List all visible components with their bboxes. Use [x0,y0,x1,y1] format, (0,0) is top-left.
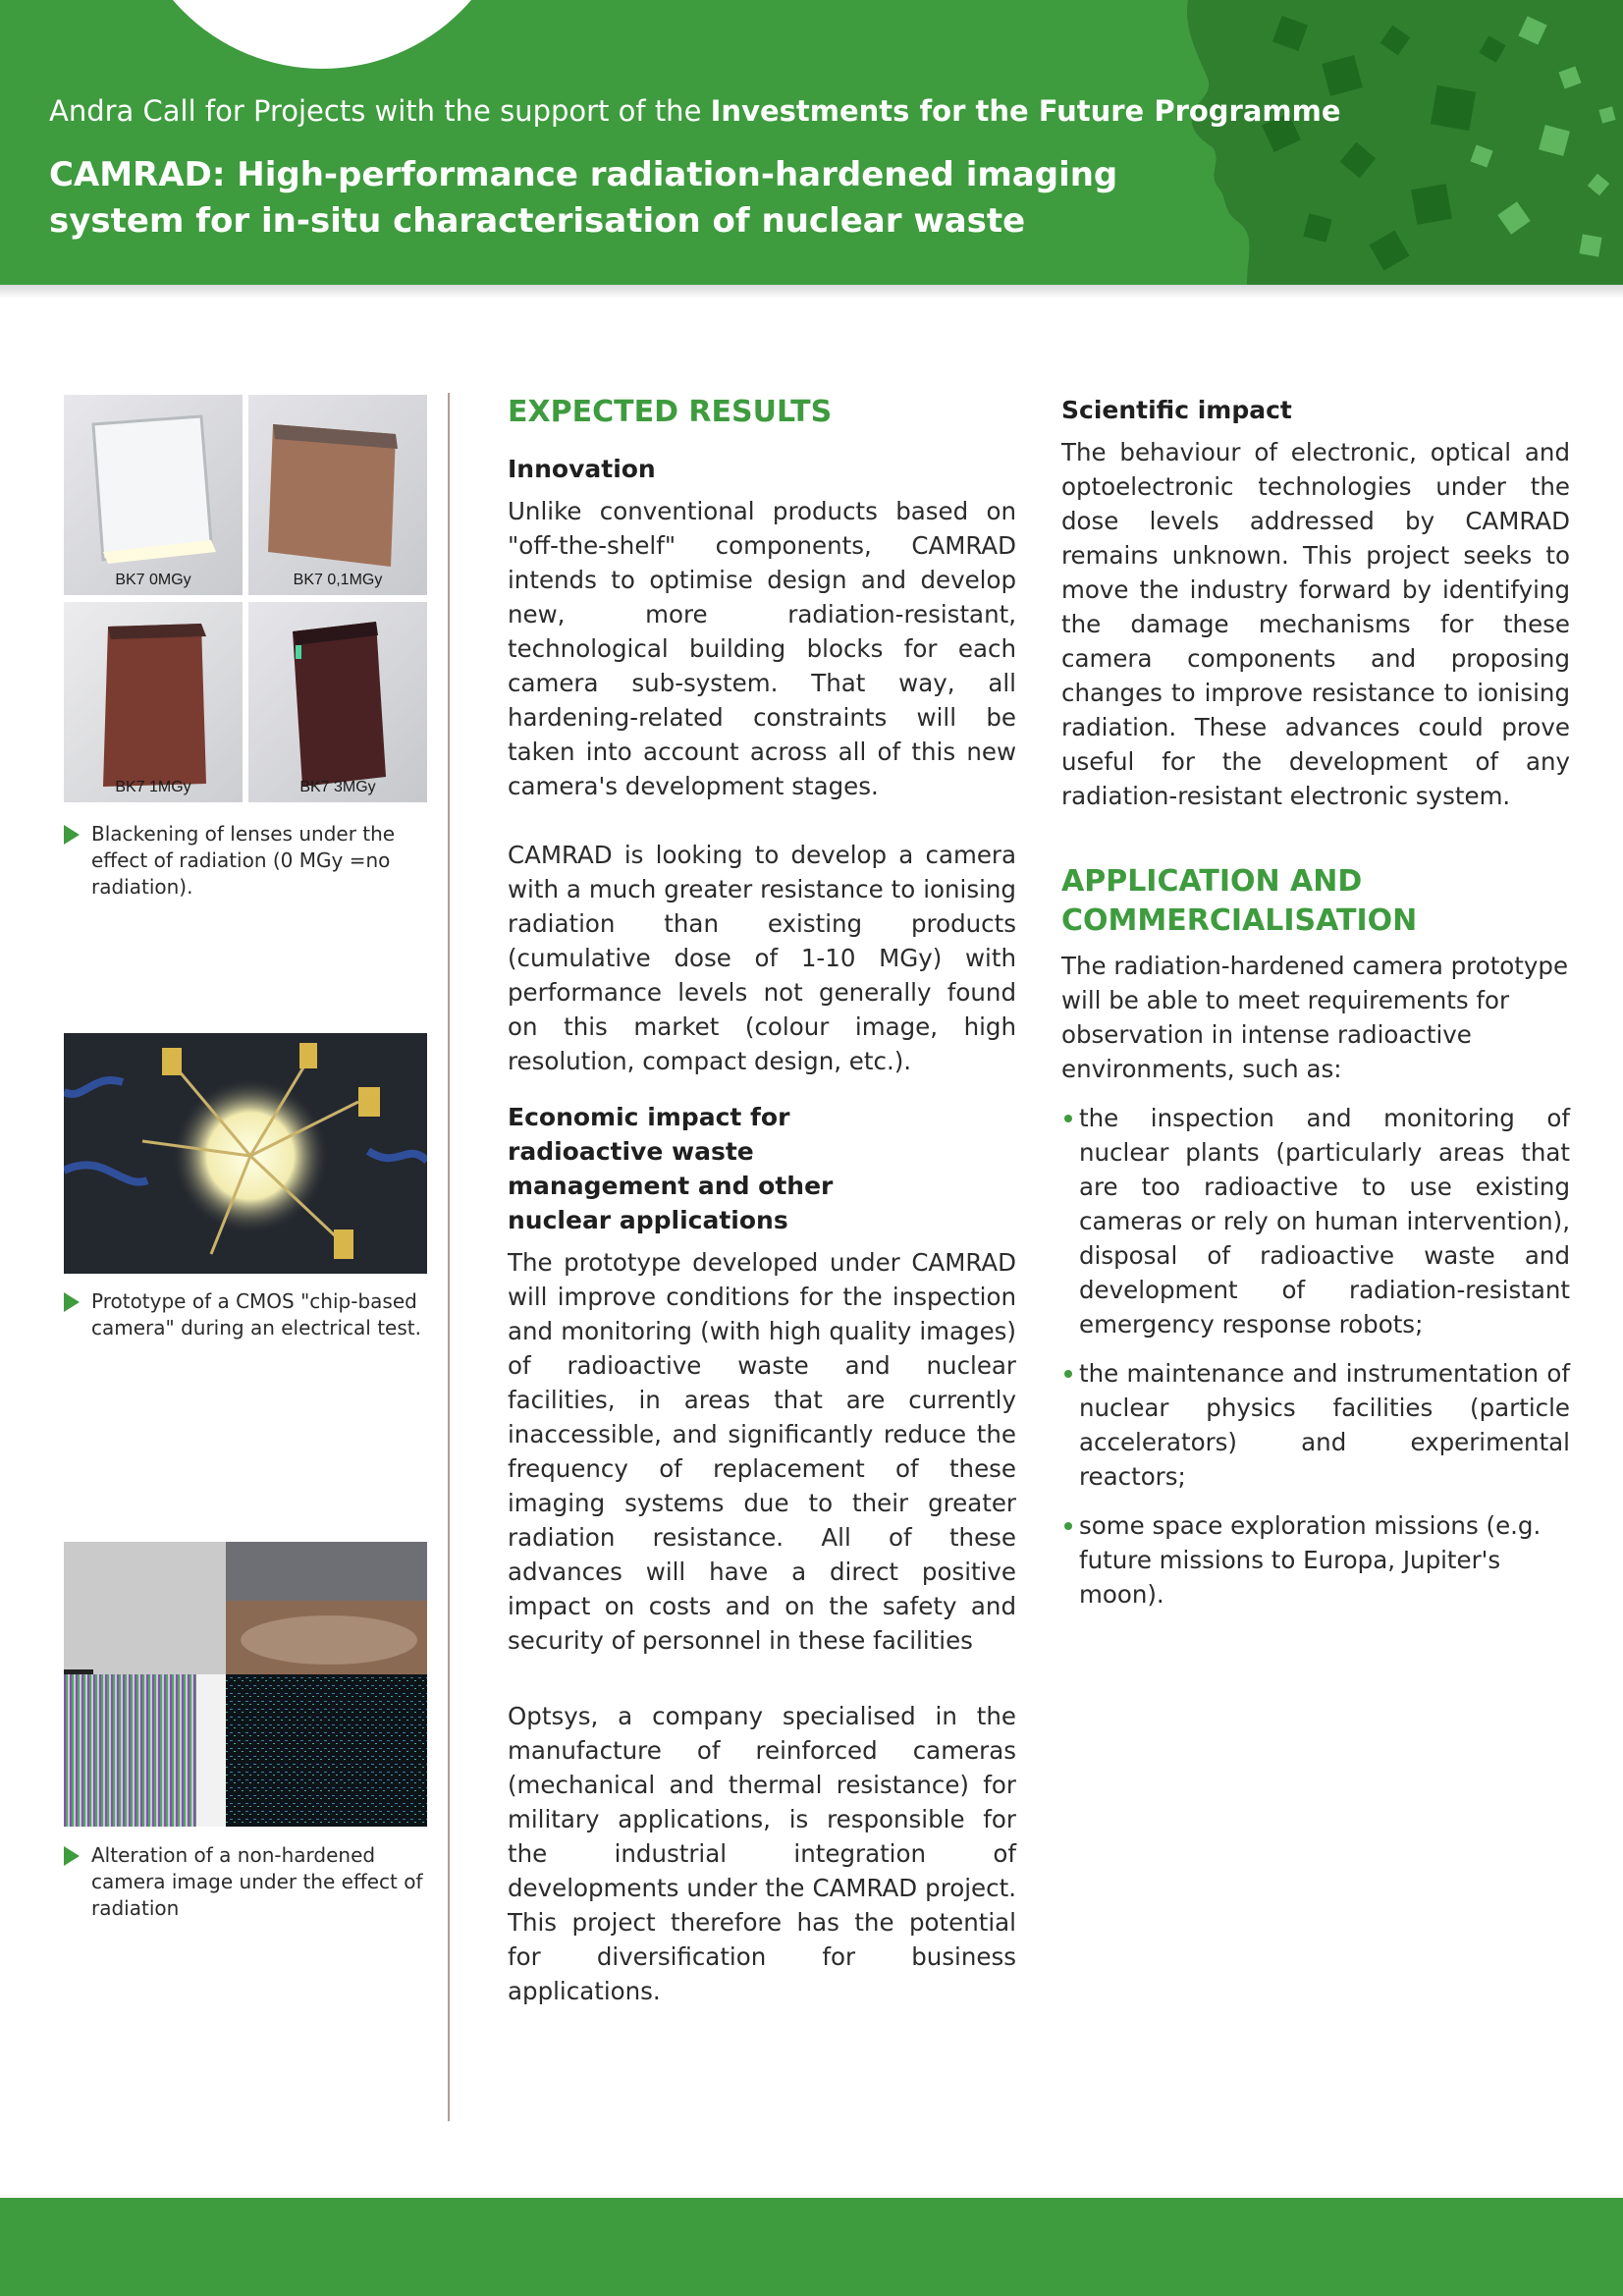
lens-tile-label: BK7 0MGy [115,572,191,588]
header-shadow [0,285,1623,299]
cmos-camera-image [64,1033,427,1274]
header-intro-bold: Investments for the Future Programme [710,94,1341,128]
head-silhouette-art [1129,0,1623,285]
innovation-paragraph-2: CAMRAD is looking to develop a camera with a much greater resistance to ionising radiation than existing products (cumulative dose of 1-10 MGy) with performance levels not generally found on this market (colour image, high resolution, compact design, etc.). [508,841,1016,1075]
economic-impact-heading: Economic impact for radioactive waste management and other nuclear applications [508,1103,834,1234]
lens-tile-label: BK7 1MGy [115,779,191,795]
clear-lens-image [64,395,243,595]
lens-tile [248,602,427,802]
application-intro: The radiation-hardened camera prototype will be able to meet requirements for observation in intense radioactive environments, such as: [1061,952,1569,1083]
list-item: some space exploration missions (e.g. future missions to Europa, Jupiter's moon). [1061,1508,1570,1612]
list-item: the inspection and monitoring of nuclear plants (particularly areas that are too radioactive to use existing cameras or rely on human intervention), disposal of radioactive waste and development of radiation-resistant emergency response robots; [1061,1101,1570,1341]
expected-results-section [508,393,1016,2008]
light-brown-lens-image [248,395,427,595]
lens-tile [64,602,243,802]
dark-lens-image [248,602,427,802]
economic-paragraph-1: The prototype developed under CAMRAD will improve conditions for the inspection and monitoring (with high quality images) of radioactive waste and nuclear facilities, in areas that are currently inaccessible, and significantly reduce the frequency of replacement of these imaging systems due to their greater radiation resistance. All of these advances will have a direct positive impact on costs and on the safety and security of personnel in these facilities [508,1248,1016,1655]
page-title: CAMRAD: High-performance radiation-hardened imaging system for in-situ characterisation of nuclear waste [49,155,1118,241]
header-intro [49,94,1341,128]
economic-paragraph-2: Optsys, a company specialised in the manufacture of reinforced cameras (mechanical and thermal resistance) for military applications, is responsible for the industrial integration of developments under the CAMRAD project. This project therefore has the potential for diversification for business applications. [508,1702,1016,2005]
list-item: the maintenance and instrumentation of nuclear physics facilities (particle accelerators) and experimental reactors; [1061,1356,1570,1494]
lens-figure-caption: Blackening of lenses under the effect of radiation (0 MGy =no radiation). [64,821,437,901]
lens-tile-label: BK7 0,1MGy [293,572,383,588]
caption-arrow-icon [64,1292,80,1312]
header-circle-decoration [126,0,518,69]
lens-tile-label: BK7 3MGy [299,779,376,795]
caption-arrow-icon [64,825,80,845]
header-banner [0,0,1623,285]
alteration-photo [64,1542,427,1827]
altered-image [64,1542,427,1827]
prototype-photo [64,1033,427,1274]
expected-results-heading: EXPECTED RESULTS [508,395,833,429]
innovation-paragraph-1: Unlike conventional products based on "off-the-shelf" components, CAMRAD intends to optimise design and develop new, more radiation-resistant, technological building blocks for each camera sub-system. That way, all hardening-related constraints will be taken into account across all of this new camera's development stages. [508,497,1016,800]
column-divider [448,393,450,2121]
scientific-impact-paragraph: The behaviour of electronic, optical and optoelectronic technologies under the dose levels addressed by CAMRAD remains unknown. This project seeks to move the industry forward by identifying the damage mechanisms for these camera components and proposing changes to improve resistance to ionising radiation. These advances could prove useful for the development of any radiation-resistant electronic system. [1061,438,1570,810]
innovation-heading: Innovation [508,455,656,483]
application-list [1061,1101,1570,1612]
right-column [1061,393,1570,1626]
lens-tile [64,395,243,595]
caption-arrow-icon [64,1846,80,1866]
lens-tile [248,395,427,595]
brown-lens-image [64,602,243,802]
lens-figure [64,395,427,803]
prototype-figure-caption: Prototype of a CMOS "chip-based camera" during an electrical test. [64,1288,437,1341]
application-heading: APPLICATION AND COMMERCIALISATION [1061,864,1418,938]
header-intro-plain: Andra Call for Projects with the support of the [49,94,711,128]
footer-band [0,2198,1623,2296]
alteration-figure-caption: Alteration of a non-hardened camera image under the effect of radiation [64,1842,437,1922]
scientific-impact-heading: Scientific impact [1061,396,1292,424]
